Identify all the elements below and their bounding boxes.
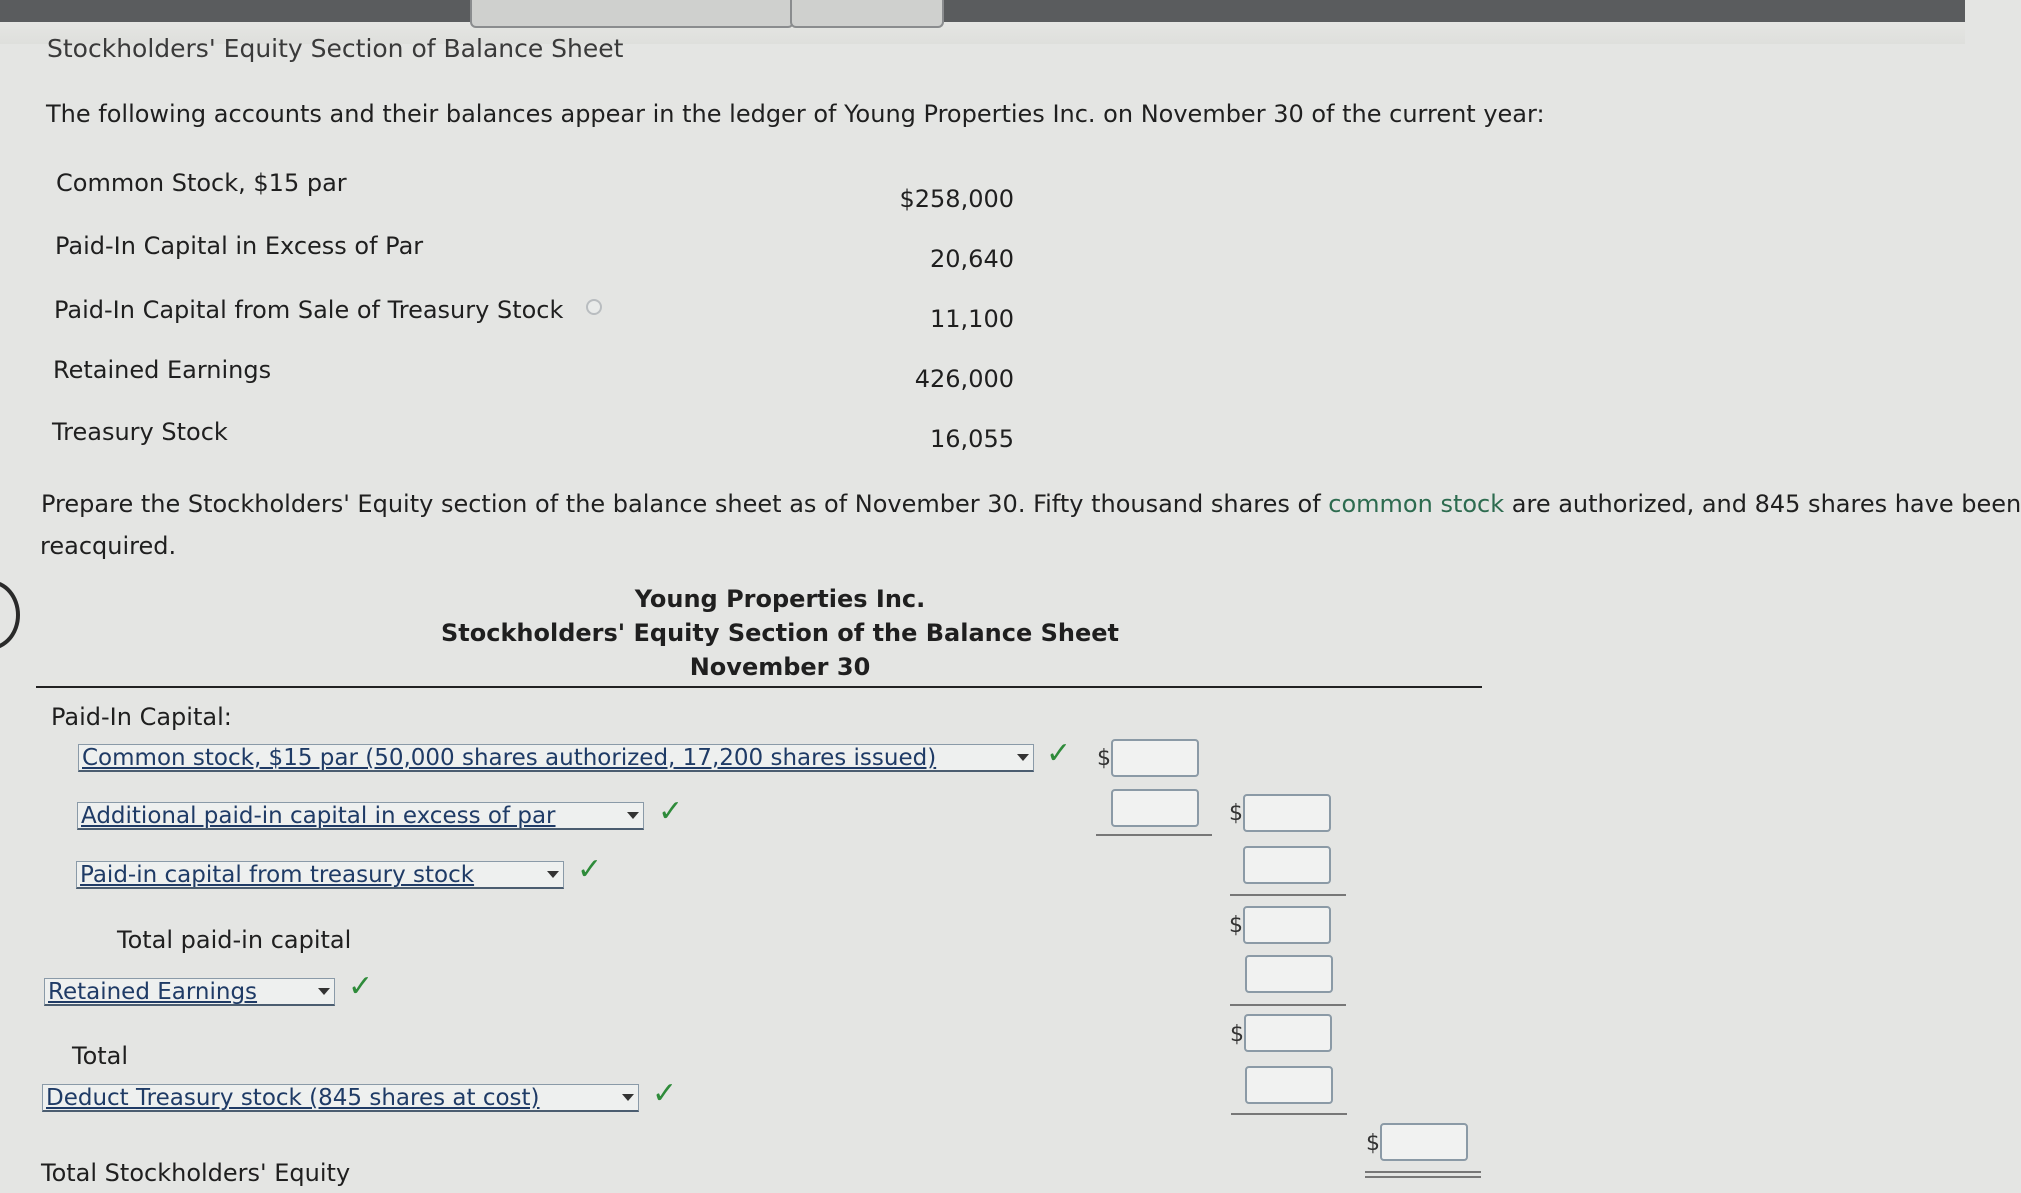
treasury-pic-select-value: Paid-in capital from treasury stock [80,862,475,888]
apic-select-value: Additional paid-in capital in excess of par [81,803,556,829]
statement-date: November 30 [689,653,871,681]
check-icon: ✓ [652,1076,678,1111]
deduct-treasury-amount-input[interactable] [1245,1066,1333,1104]
total-paid-in-amount-input[interactable] [1243,906,1331,944]
top-tab-2[interactable] [790,0,944,28]
common-stock-select-value: Common stock, $15 par (50,000 shares authorized, 17,200 shares issued) [82,745,937,771]
info-radio-icon[interactable] [586,299,602,315]
dollar-sign: $ [1229,913,1243,938]
total-amount-input[interactable] [1244,1014,1332,1052]
common-stock-select[interactable] [78,744,1034,772]
double-rule-bottom [1365,1176,1481,1178]
ledger-label: Paid-In Capital in Excess of Par [55,232,424,260]
page-edge-arc [0,580,20,650]
top-strip-left [0,0,470,22]
apic-amount-input[interactable] [1111,789,1199,827]
subtotal-rule [1230,1004,1346,1006]
apic-select[interactable] [77,802,644,830]
treasury-pic-amount-input[interactable] [1243,846,1331,884]
treasury-pic-select[interactable] [76,861,564,889]
total-equity-label: Total Stockholders' Equity [41,1159,351,1187]
header-rule [36,686,1482,688]
problem-intro: The following accounts and their balances appear in the ledger of Young Properties Inc. on November 30 of the current year: [46,100,1545,128]
common-stock-link[interactable]: common stock [1328,490,1505,518]
chevron-down-icon [622,1094,634,1101]
dollar-sign: $ [1229,801,1243,826]
top-strip-right [940,0,1965,22]
retained-earnings-select-value: Retained Earnings [48,979,258,1005]
subtotal-rule [1231,1113,1347,1115]
ledger-amount: 11,100 [930,305,1014,333]
ledger-amount: $258,000 [899,185,1014,213]
check-icon: ✓ [577,852,603,887]
instruction-part1: Prepare the Stockholders' Equity section of the balance sheet as of November 30. Fifty thousand shares of [41,490,1329,518]
ledger-label: Paid-In Capital from Sale of Treasury Stock [54,296,564,324]
retained-earnings-select[interactable] [44,978,335,1006]
dollar-sign: $ [1230,1022,1244,1047]
subtotal-rule [1230,894,1346,896]
chevron-down-icon [627,812,639,819]
statement-company: Young Properties Inc. [634,585,926,613]
dollar-sign: $ [1097,746,1111,771]
deduct-treasury-select[interactable] [42,1084,639,1112]
retained-earnings-amount-input[interactable] [1245,955,1333,993]
ledger-label: Common Stock, $15 par [56,169,347,197]
ledger-amount: 20,640 [930,245,1014,273]
ledger-label: Retained Earnings [53,356,272,384]
check-icon: ✓ [348,969,374,1004]
chevron-down-icon [1017,754,1029,761]
top-tab-1[interactable] [470,0,794,28]
ledger-label: Treasury Stock [52,418,228,446]
chevron-down-icon [318,988,330,995]
check-icon: ✓ [658,794,684,829]
instruction-text [41,490,2021,518]
total-equity-amount-input[interactable] [1380,1123,1468,1161]
common-stock-amount-input[interactable] [1111,739,1199,777]
ledger-amount: 426,000 [914,365,1014,393]
subtotal-amount-input[interactable] [1243,794,1331,832]
subtotal-rule [1096,834,1212,836]
deduct-treasury-select-value: Deduct Treasury stock (845 shares at cost) [46,1085,540,1111]
instruction-part2: are authorized, and 845 shares have been [1504,490,2021,518]
problem-title: Stockholders' Equity Section of Balance Sheet [47,34,624,63]
dollar-sign: $ [1366,1131,1380,1156]
statement-title: Stockholders' Equity Section of the Balance Sheet [440,619,1120,647]
instruction-line2: reacquired. [40,532,177,560]
total-label: Total [72,1042,129,1070]
paid-in-capital-label: Paid-In Capital: [51,703,232,731]
ledger-amount: 16,055 [930,425,1014,453]
check-icon: ✓ [1046,736,1072,771]
double-rule-top [1365,1171,1481,1173]
total-paid-in-label: Total paid-in capital [117,926,352,954]
chevron-down-icon [547,871,559,878]
